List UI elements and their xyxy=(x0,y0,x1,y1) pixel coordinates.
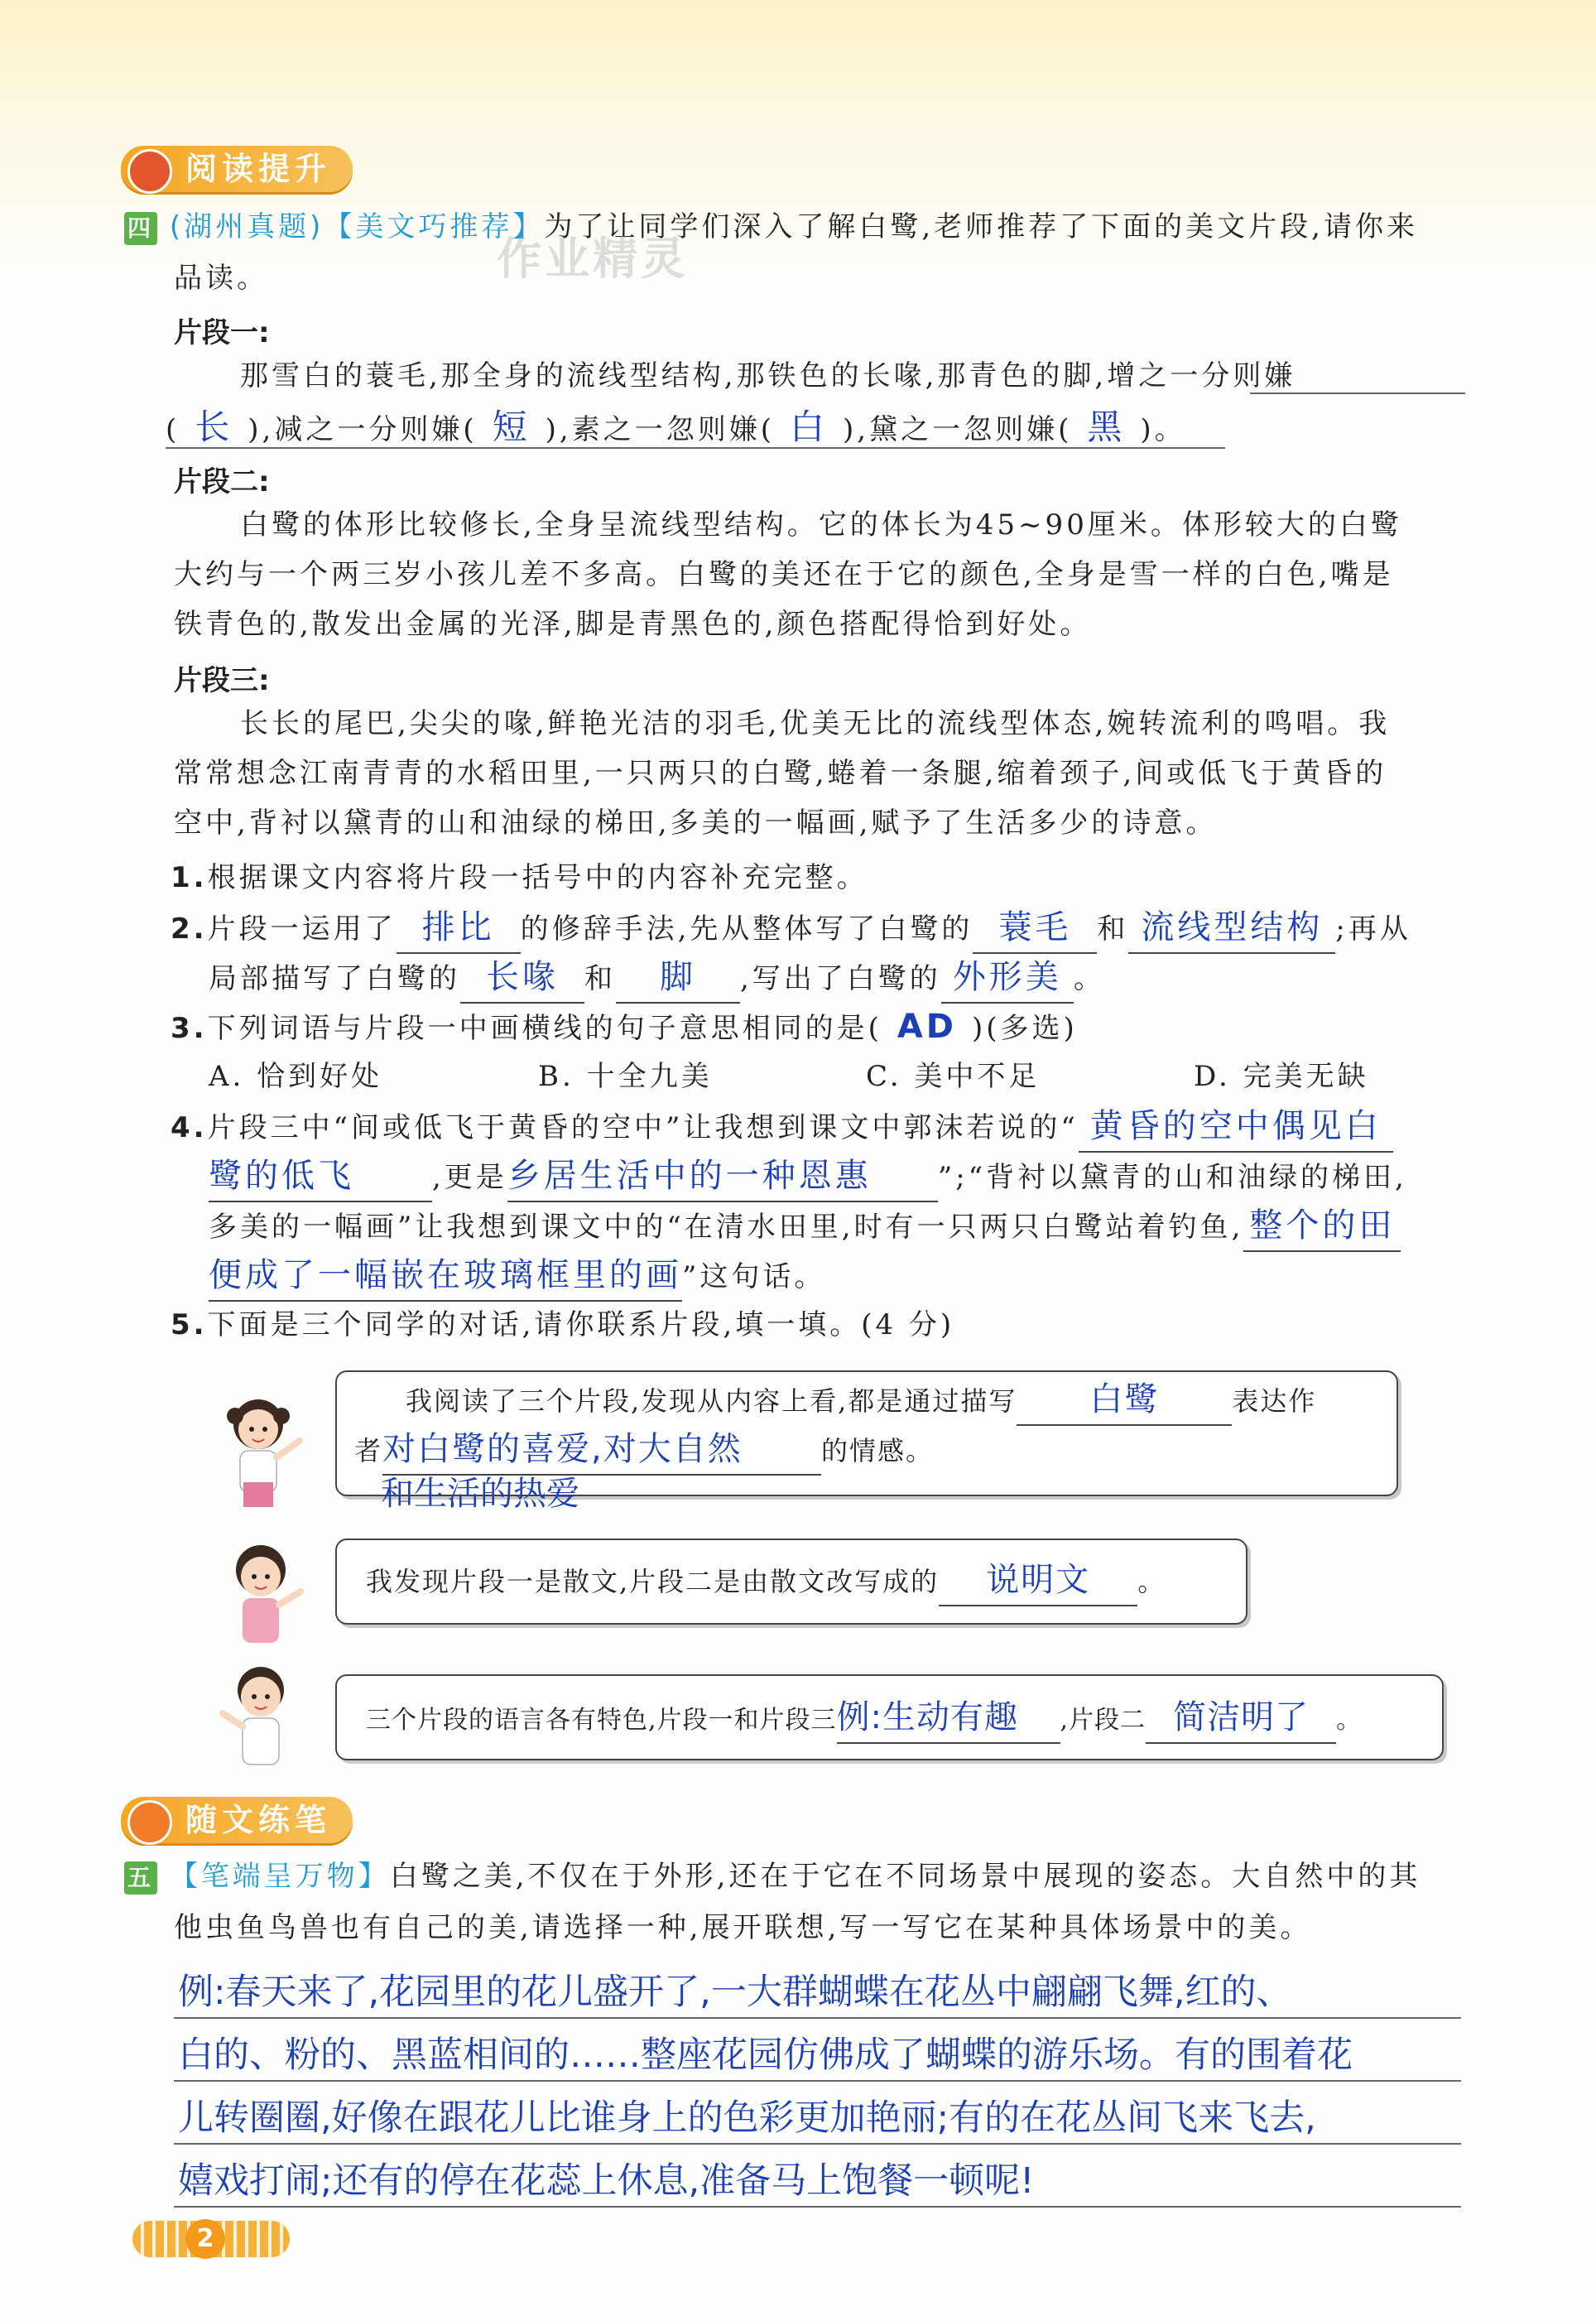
subq5-text: 下面是三个同学的对话,请你联系片段,填一填。(4 分) xyxy=(207,1308,955,1341)
answer-quote2: 乡居生活中的一种恩惠 xyxy=(507,1151,938,1202)
fragment2-line1: 白鹭的体形比较修长,全身呈流线型结构。它的体长为45~90厘米。体形较大的白鹭 xyxy=(240,508,1402,542)
subq2-text: 和 xyxy=(584,962,616,995)
student-girl-icon xyxy=(207,1391,315,1515)
page-number: 2 xyxy=(185,2219,225,2259)
subq3-text: 下列词语与片段一中画横线的句子意思相同的是( xyxy=(207,1012,882,1045)
answer-white: 白 xyxy=(789,407,828,447)
answer-line: 例:春天来了,花园里的花儿盛开了,一大群蝴蝶在花丛中翩翩飞舞,红的、 xyxy=(178,1972,1292,2013)
bubble2-text: 。 xyxy=(1137,1566,1166,1597)
student-boy-icon xyxy=(211,1660,310,1776)
subq2-line1 xyxy=(171,903,1495,954)
subq-number: 1. xyxy=(171,861,208,894)
topic-tag: 【笔端呈万物】 xyxy=(169,1860,390,1893)
subq4-text: ”这句话。 xyxy=(682,1260,826,1293)
subq4-text: 多美的一幅画”让我想到课文中的“在清水田里,时有一只两只白鹭站着钓鱼, xyxy=(209,1211,1244,1244)
subq1 xyxy=(171,853,868,903)
subq-number: 3. xyxy=(171,1012,208,1045)
answer-quote3b: 便成了一幅嵌在玻璃框里的画 xyxy=(209,1250,682,1302)
option-b: B. 十全九美 xyxy=(538,1060,713,1093)
fragment3-line1: 长长的尾巴,尖尖的喙,鲜艳光洁的羽毛,优美无比的流线型体态,婉转流利的鸣唱。我 xyxy=(240,707,1391,740)
answer-black: 黑 xyxy=(1087,407,1126,447)
q4-header xyxy=(124,202,1482,252)
option-d: D. 完美无缺 xyxy=(1194,1060,1369,1093)
fragment1-title: 片段一: xyxy=(174,316,270,349)
fragment3-line2: 常常想念江南青青的水稻田里,一只两只的白鹭,蜷着一条腿,缩着颈子,间或低飞于黄昏的 xyxy=(174,757,1387,790)
subq4-text: 片段三中“间或低飞于黄昏的空中”让我想到课文中郭沫若说的“ xyxy=(207,1111,1079,1144)
topic-tag: 【美文巧推荐】 xyxy=(324,210,545,243)
bubble3-text: ,片段二 xyxy=(1060,1706,1147,1735)
source-label: (湖州真题) xyxy=(169,210,324,243)
option-c: C. 美中不足 xyxy=(866,1060,1041,1093)
fragment1-text: ),减之一分则嫌( xyxy=(248,413,478,446)
question-number-badge: 四 xyxy=(124,212,157,245)
answer-quote3a: 整个的田 xyxy=(1243,1201,1401,1252)
fragment3-line3: 空中,背衬以黛青的山和油绿的梯田,多美的一幅画,赋予了生活多少的诗意。 xyxy=(174,807,1218,840)
answer-parallelism: 排比 xyxy=(397,903,521,954)
subq4-line3 xyxy=(209,1201,1401,1252)
writing-line xyxy=(174,2143,1461,2145)
subq-number: 4. xyxy=(171,1111,208,1144)
fragment1-line1-text: 那雪白的蓑毛,那全身的流线型结构,那铁色的长喙,那青色的脚,增之一分则嫌 xyxy=(240,359,1296,392)
fragment1-text: ),素之一忽则嫌( xyxy=(545,413,775,446)
subq-number: 2. xyxy=(171,913,208,946)
bubble1-text: 我阅读了三个片段,发现从内容上看,都是通过描写 xyxy=(406,1385,1017,1417)
paren: ( xyxy=(166,413,180,446)
answer-quote1a: 黄昏的空中偶见白 xyxy=(1079,1101,1393,1153)
answer-feeling-a: 对白鹭的喜爱,对大自然 xyxy=(382,1424,821,1476)
writing-line xyxy=(174,2206,1461,2208)
answer-long: 长 xyxy=(195,407,233,447)
q5-intro-cont: 他虫鱼鸟兽也有自己的美,请选择一种,展开联想,写一写它在某种具体场景中的美。 xyxy=(174,1911,1312,1944)
answer-subject: 白鹭 xyxy=(1017,1375,1232,1426)
answer-line: 儿转圈圈,好像在跟花儿比谁身上的色彩更加艳丽;有的在花丛间飞来飞去, xyxy=(178,2097,1316,2139)
subq2-text: ;再从 xyxy=(1335,913,1411,946)
subq2-line2 xyxy=(209,952,1105,1004)
subq4-text: ,更是 xyxy=(432,1161,507,1194)
bubble2-line xyxy=(366,1555,1166,1606)
answer-line: 嬉戏打闹;还有的停在花蕊上休息,准备马上饱餐一顿呢! xyxy=(178,2160,1035,2202)
answer-appearance: 外形美 xyxy=(941,952,1074,1004)
bubble3-line xyxy=(366,1693,1362,1746)
section-banner-writing xyxy=(121,1797,353,1843)
subq4-line1 xyxy=(171,1101,1393,1153)
answer-genre: 说明文 xyxy=(939,1555,1137,1606)
bubble1-line1 xyxy=(406,1375,1316,1426)
student-girl2-icon xyxy=(211,1539,310,1654)
answer-short: 短 xyxy=(492,407,531,447)
fragment2-title: 片段二: xyxy=(174,465,270,498)
section-banner-reading xyxy=(121,146,353,192)
fragment1-line1 xyxy=(240,351,1296,401)
answer-beak: 长喙 xyxy=(460,952,584,1004)
subq2-text: 的修辞手法,先从整体写了白鹭的 xyxy=(520,913,973,946)
answer-feet: 脚 xyxy=(616,952,740,1004)
answer-style2: 简洁明了 xyxy=(1146,1693,1336,1744)
subq3-text: )(多选) xyxy=(972,1012,1078,1045)
subq2-text: 。 xyxy=(1073,962,1105,995)
question-number-badge: 五 xyxy=(124,1861,157,1895)
book-icon xyxy=(127,149,172,194)
fragment1-text: ),黛之一忽则嫌( xyxy=(843,413,1073,446)
fragment1-text: )。 xyxy=(1140,413,1186,446)
q4-intro-cont: 品读。 xyxy=(174,262,268,295)
subq-number: 5. xyxy=(171,1308,208,1341)
fragment2-line3: 铁青色的,散发出金属的光泽,脚是青黑色的,颜色搭配得恰到好处。 xyxy=(174,608,1092,641)
answer-quote1b: 鹭的低飞 xyxy=(209,1151,432,1202)
fragment3-title: 片段三: xyxy=(174,664,270,697)
q5-header xyxy=(124,1852,1482,1901)
bubble1-text: 者 xyxy=(354,1435,383,1466)
section-banner-label: 随文练笔 xyxy=(185,1802,332,1838)
subq2-text: 和 xyxy=(1097,913,1129,946)
q4-intro: 为了让同学们深入了解白鹭,老师推荐了下面的美文片段,请你来 xyxy=(544,210,1418,243)
subq4-line4 xyxy=(209,1250,825,1302)
fragment1-underline-a xyxy=(1250,392,1465,394)
pencil-icon xyxy=(127,1800,172,1845)
answer-style1: 例:生动有趣 xyxy=(837,1693,1060,1744)
subq4-line2 xyxy=(209,1151,1407,1202)
fragment2-line2: 大约与一个两三岁小孩儿差不多高。白鹭的美还在于它的颜色,全身是雪一样的白色,嘴是 xyxy=(174,558,1394,591)
subq5 xyxy=(171,1300,954,1350)
fragment1-underline-b xyxy=(166,447,1225,449)
writing-line xyxy=(174,2080,1461,2082)
writing-line xyxy=(174,2017,1461,2019)
answer-choice: AD xyxy=(897,1008,958,1046)
q5-intro: 白鹭之美,不仅在于外形,还在于它在不同场景中展现的姿态。大自然中的其 xyxy=(389,1860,1421,1893)
subq1-text: 根据课文内容将片段一括号中的内容补充完整。 xyxy=(207,861,868,894)
subq2-text: ,写出了白鹭的 xyxy=(740,962,941,995)
answer-line: 白的、粉的、黑蓝相间的……整座花园仿佛成了蝴蝶的游乐场。有的围着花 xyxy=(178,2034,1353,2076)
subq2-text: 片段一运用了 xyxy=(207,913,397,946)
bubble2-text: 我发现片段一是散文,片段二是由散文改写成的 xyxy=(366,1566,940,1597)
subq4-text: ”;“背衬以黛青的山和油绿的梯田, xyxy=(937,1161,1407,1194)
bubble1-text: 表达作 xyxy=(1232,1385,1317,1417)
watermark: 作业精灵 xyxy=(497,233,689,285)
answer-feeling-b: 和生活的热爱 xyxy=(381,1475,579,1513)
subq3 xyxy=(171,1002,1078,1053)
bubble3-text: 三个片段的语言各有特色,片段一和片段三 xyxy=(366,1706,837,1735)
bubble1-text: 的情感。 xyxy=(821,1435,935,1466)
section-banner-label: 阅读提升 xyxy=(185,151,332,187)
q5-answer xyxy=(178,1961,1353,2213)
option-a: A. 恰到好处 xyxy=(209,1060,383,1093)
answer-feathers: 蓑毛 xyxy=(973,903,1097,954)
bubble3-text: 。 xyxy=(1336,1706,1363,1735)
subq2-text: 局部描写了白鹭的 xyxy=(209,962,460,995)
answer-structure: 流线型结构 xyxy=(1128,903,1335,954)
